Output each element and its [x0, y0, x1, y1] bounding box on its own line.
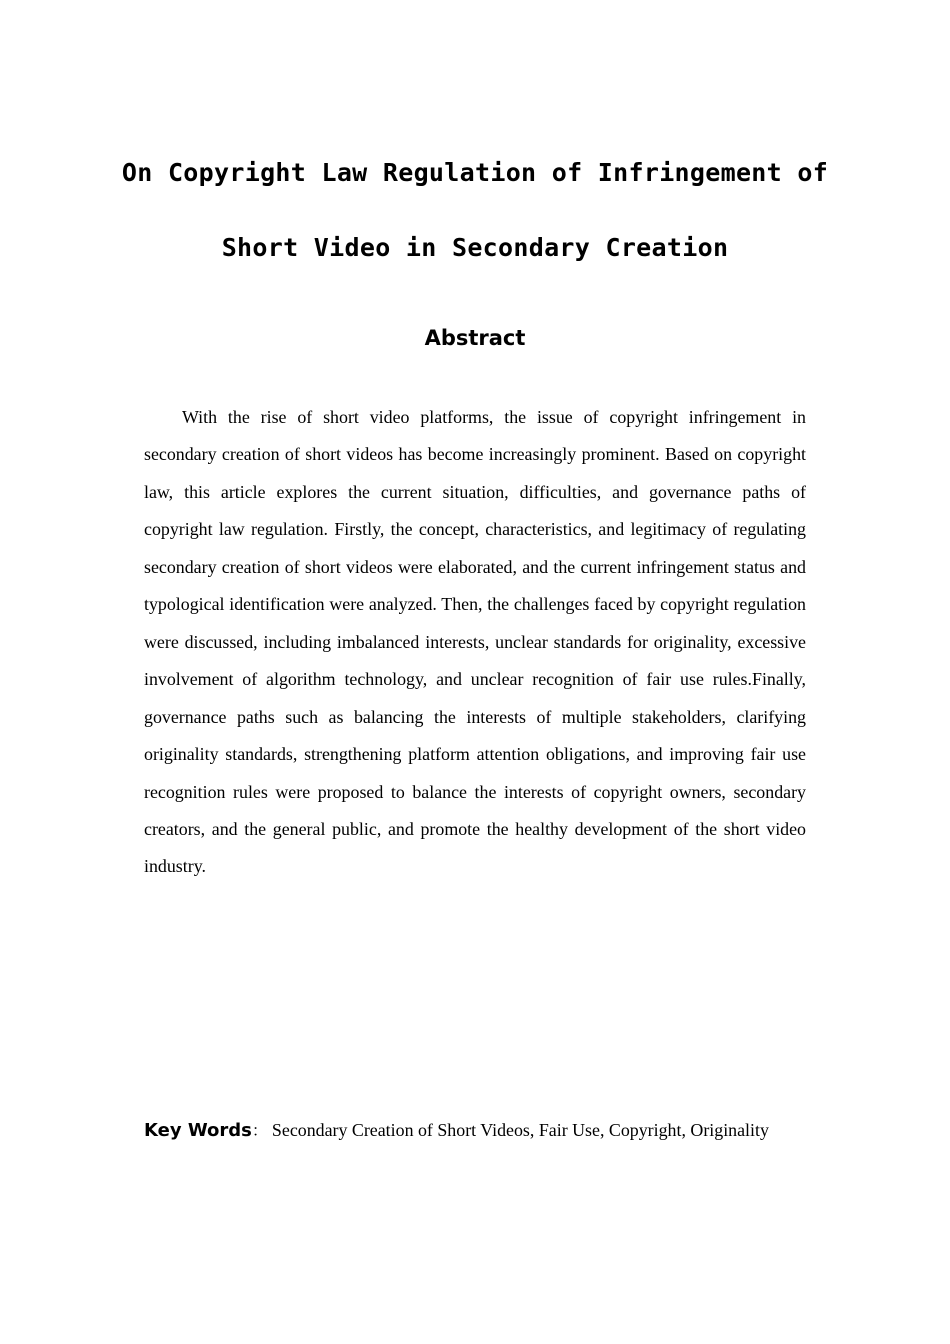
title-line-2: Short Video in Secondary Creation — [221, 233, 729, 262]
keywords-label: Key Words — [144, 1120, 252, 1141]
keywords-separator: ： — [251, 1121, 268, 1140]
abstract-heading: Abstract — [424, 326, 526, 350]
keywords-text: Secondary Creation of Short Videos, Fair Use, Copyright, Originality — [271, 1120, 769, 1140]
abstract-body: With the rise of short video platforms, the issue of copyright infringement in secondary creation of short videos has become increasingly prominent. Based on copyright law, this article explores the current situation, difficulties, and governance paths of copyright law regulation. Firstly, the concept, characteristics, and legitimacy of regulating secondary creation of short videos were elaborated, and the current infringement status and typological identification were analyzed. Then, the challenges faced by copyright regulation were discussed, including imbalanced interests, unclear standards for originality, excessive involvement of algorithm technology, and unclear recognition of fair use rules.Finally, governance paths such as balancing the interests of multiple stakeholders, clarifying originality standards, strengthening platform attention obligations, and improving fair use recognition rules were proposed to balance the interests of copyright owners, secondary creators, and the general public, and promote the healthy development of the short video industry. — [144, 407, 806, 877]
keywords-line — [144, 1112, 814, 1149]
title-line-1: On Copyright Law Regulation of Infringement of — [121, 158, 829, 187]
